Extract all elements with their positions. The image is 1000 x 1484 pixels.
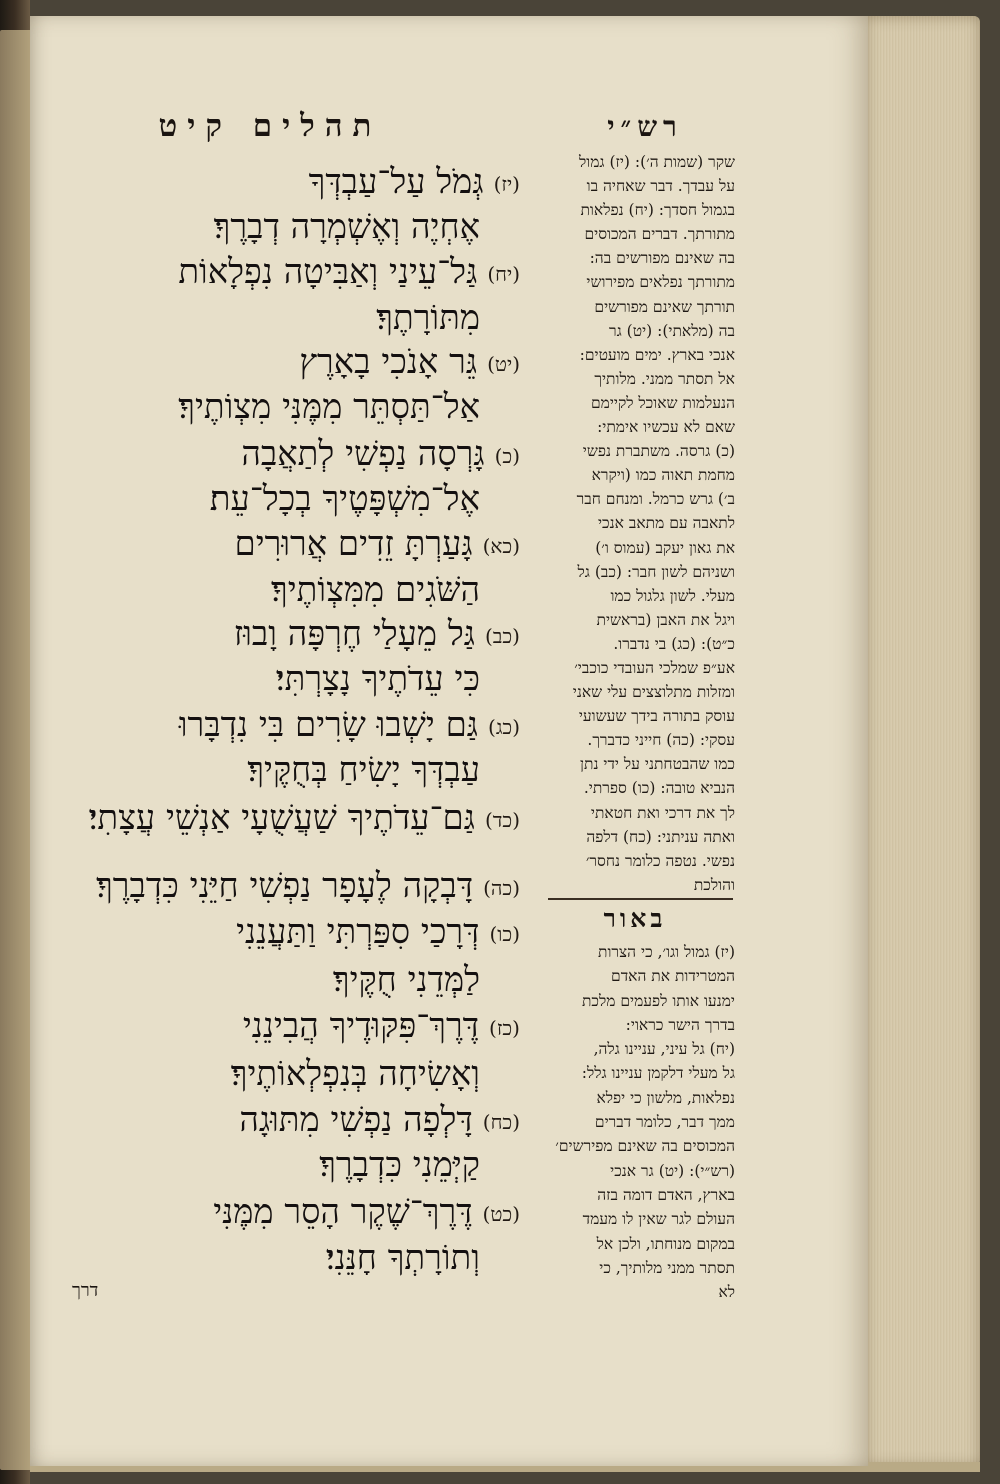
rashi-line: על עבדך. דבר שאחיה בו xyxy=(586,177,735,196)
rashi-line: עוסק בתורה בידך שעשועי xyxy=(578,707,735,726)
biur-line: תסתר ממני מלותיך, כי xyxy=(599,1258,735,1277)
verse-number: (כז) xyxy=(489,1016,520,1040)
verse-text: וְאָשִׂיחָה בְּנִפְלְאוֹתֶיךָ׃ xyxy=(230,1054,480,1094)
running-head-psalms: תהלים קיט xyxy=(158,108,382,144)
biur-line: נפלאות, מלשון כי יפלא xyxy=(596,1088,735,1107)
verse-text: קַיְּמֵנִי כִּדְבָרֶךָ׃ xyxy=(319,1145,480,1185)
verse-number: (כה) xyxy=(483,876,520,900)
psalm-verse-line xyxy=(40,522,520,568)
verse-number: (כא) xyxy=(482,534,520,558)
psalm-verse-line xyxy=(40,612,520,658)
rashi-line: מעלי. לשון גלגול כמו xyxy=(610,586,735,605)
verse-text: גָּרְסָה נַפְשִׁי לְתַאֲבָה xyxy=(241,434,485,474)
rashi-line: נפשי. נטפה כלומר נחסר׳ xyxy=(585,851,735,870)
verse-text: דֶּרֶךְ־פִּקּוּדֶיךָ הֲבִינֵנִי xyxy=(242,1006,480,1046)
psalm-verse-line xyxy=(40,1098,520,1144)
rashi-line: אנכי בארץ. ימים מועטים: xyxy=(579,345,735,364)
verse-number: (כד) xyxy=(485,808,520,832)
psalm-verse-line xyxy=(40,296,520,340)
page-edges xyxy=(865,16,980,1466)
verse-text: הַשֹּׁגִים מִמִּצְוֹתֶיךָ׃ xyxy=(271,570,480,610)
biur-commentary xyxy=(545,940,735,1304)
rashi-line: תורתך שאינם מפורשים xyxy=(594,297,735,316)
psalm-verse-line xyxy=(40,657,520,701)
verse-number: (יז) xyxy=(493,172,520,196)
psalm-verse-line xyxy=(40,796,520,842)
verse-text: גַּם יָשְׁבוּ שָׂרִים בִּי נִדְבָּרוּ xyxy=(178,705,479,745)
psalm-verse-line xyxy=(40,1143,520,1187)
verse-text: גַּל־עֵינַי וְאַבִּיטָה נִפְלָאוֹת xyxy=(178,252,478,292)
psalm-verse-line xyxy=(40,568,520,612)
psalm-verse-line xyxy=(40,477,520,521)
verse-text: אֶחְיֶה וְאֶשְׁמְרָה דְבָרֶךָ׃ xyxy=(213,207,480,247)
biur-line: גל מעלי דלקמן עניינו גלל: xyxy=(581,1064,735,1083)
verse-number: (יח) xyxy=(487,262,520,286)
rashi-line: כמו שהבטחתני על ידי נתן xyxy=(580,755,735,774)
rashi-line: אע״פ שמלכי העובדי כוכבי׳ xyxy=(574,658,735,677)
verse-text: לַמְּדֵנִי חֻקֶּיךָ׃ xyxy=(332,960,480,1000)
psalm-verse-line xyxy=(40,160,520,206)
rashi-line: לתאבה עם מתאב אנכי xyxy=(597,514,735,533)
psalm-verse-line xyxy=(40,1052,520,1096)
psalm-verse-line xyxy=(40,910,520,956)
biur-line: (יח) גל עיני, עניינו גלה, xyxy=(593,1040,735,1059)
rashi-line: הנביא טובה: (כו) ספרתי. xyxy=(583,779,735,798)
psalm-verse-line xyxy=(40,385,520,429)
verse-text: גֵּר אָנֹכִי בָאָרֶץ xyxy=(299,342,478,382)
rashi-line: שאם לא עכשיו אימתי: xyxy=(597,418,735,437)
biur-line: המכוסים בה שאינם מפירשים׳ xyxy=(555,1137,735,1156)
psalm-verse-line xyxy=(40,1004,520,1050)
verse-text: דָּבְקָה לֶעָפָר נַפְשִׁי חַיֵּנִי כִּדְבָרֶךָ׃ xyxy=(96,866,474,906)
biur-line: בדרך הישר כראוי: xyxy=(625,1015,735,1034)
rashi-line: בה (מלאתי): (יט) גר xyxy=(609,321,735,340)
rashi-line: אל תסתר ממני. מלותיך xyxy=(594,369,735,388)
rashi-line: בה שאינם מפורשים בה: xyxy=(589,249,735,268)
verse-text: גַּל מֵעָלַי חֶרְפָּה וָבוּז xyxy=(233,614,475,654)
psalm-verse-line xyxy=(40,1190,520,1236)
verse-text: דֶּרֶךְ־שֶׁקֶר הָסֵר מִמֶּנִּי xyxy=(213,1192,473,1232)
verse-text: גָּעַרְתָּ זֵדִים אֲרוּרִים xyxy=(234,524,473,564)
psalm-verse-line xyxy=(40,205,520,249)
verse-text: דְּרָכַי סִפַּרְתִּי וַתַּעֲנֵנִי xyxy=(236,912,480,952)
rashi-line: עסקי: (כה) חייני כדברך. xyxy=(587,731,735,750)
biur-line: (יז) גמול וגו׳, כי הצרות xyxy=(598,943,735,961)
running-head-rashi: רש״י xyxy=(607,110,683,143)
biur-heading: באור xyxy=(603,904,667,933)
binding-fold xyxy=(0,30,34,1470)
rashi-line: ושניהם לשון חבר: (כב) גל xyxy=(577,562,735,581)
rashi-line: (כ) גרסה. משתברת נפשי xyxy=(582,442,735,461)
rashi-commentary xyxy=(545,150,735,897)
rashi-line: ומזלות מתלוצצים עלי שאני xyxy=(572,683,735,702)
biur-line: (רש״י): (יט) גר אנכי xyxy=(610,1161,735,1180)
verse-number: (יט) xyxy=(487,352,520,376)
rashi-line: ויגל את האבן (בראשית xyxy=(596,610,735,629)
rashi-line: את גאון יעקב (עמוס ו׳) xyxy=(595,538,735,557)
biur-line: במקום מנוחתו, ולכן אל xyxy=(596,1234,735,1253)
rashi-line: בגמול חסדך: (יח) נפלאות xyxy=(580,201,735,220)
verse-number: (כח) xyxy=(482,1110,520,1134)
psalm-verse-line xyxy=(40,432,520,478)
biur-line: לא xyxy=(718,1283,735,1302)
psalm-verse-line xyxy=(40,250,520,296)
verse-text: גַּם־עֵדֹתֶיךָ שַׁעֲשֻׁעָי אַנְשֵׁי עֲצָתִי׃ xyxy=(88,798,475,838)
rashi-line: כ״ט): (כג) בי נדברו. xyxy=(613,634,735,653)
psalm-verse-line xyxy=(40,340,520,386)
biur-line: המטרידות את האדם xyxy=(611,967,735,986)
rashi-line: מחמת תאוה כמו (ויקרא xyxy=(591,466,735,485)
psalm-verse-line xyxy=(40,864,520,910)
psalm-verse-line xyxy=(40,1236,520,1280)
rashi-line: לך את דרכי ואת חטאתי xyxy=(590,803,735,822)
psalm-verse-line xyxy=(40,748,520,792)
biur-line: ממך דבר, כלומר דברים xyxy=(594,1113,735,1132)
rashi-line: שקר (שמות ה׳): (יז) גמול xyxy=(579,153,735,171)
verse-text: דָּלְפָה נַפְשִׁי מִתּוּגָה xyxy=(239,1100,473,1140)
verse-text: גְּמֹל עַל־עַבְדְּךָ xyxy=(308,162,484,202)
verse-number: (כב) xyxy=(484,624,520,648)
psalm-verse-line xyxy=(40,703,520,749)
biur-line: העולם לגר שאין לו מעמד xyxy=(582,1210,735,1229)
verse-number: (כט) xyxy=(482,1202,520,1226)
verse-text: כִּי עֵדֹתֶיךָ נָצָרְתִּי׃ xyxy=(275,659,480,699)
rashi-line: מתורתך נפלאים מפירושי xyxy=(586,273,735,292)
rashi-line: והולכת xyxy=(693,875,735,894)
rashi-line: הנעלמות שאוכל לקיימם xyxy=(590,393,735,412)
verse-text: מִתּוֹרָתֶךָ׃ xyxy=(376,298,480,338)
verse-text: עַבְדְּךָ יָשִׂיחַ בְּחֻקֶּיךָ׃ xyxy=(247,750,480,790)
rashi-line: מתורתך. דברים המכוסים xyxy=(584,225,735,244)
verse-number: (כג) xyxy=(488,715,520,739)
verse-number: (כו) xyxy=(489,922,520,946)
verse-text: וְתוֹרָתְךָ חָנֵּנִי׃ xyxy=(325,1238,480,1278)
biur-line: ימנעו אותו לפעמים מלכת xyxy=(581,991,735,1010)
verse-text: אֶל־מִשְׁפָּטֶיךָ בְכָל־עֵת׃ xyxy=(209,479,480,519)
rashi-line: ב׳) גרש כרמל. ומנחם חבר xyxy=(576,490,735,509)
verse-number: (כ) xyxy=(494,444,520,468)
biur-line: בארץ, האדם דומה בזה xyxy=(597,1185,735,1204)
verse-text: אַל־תַּסְתֵּר מִמֶּנִּי מִצְוֹתֶיךָ׃ xyxy=(178,387,480,427)
divider-rule xyxy=(548,898,733,900)
catchword: דרך xyxy=(72,1280,99,1301)
rashi-line: ואתה עניתני: (כח) דלפה xyxy=(586,827,735,846)
psalm-verse-line xyxy=(40,958,520,1002)
